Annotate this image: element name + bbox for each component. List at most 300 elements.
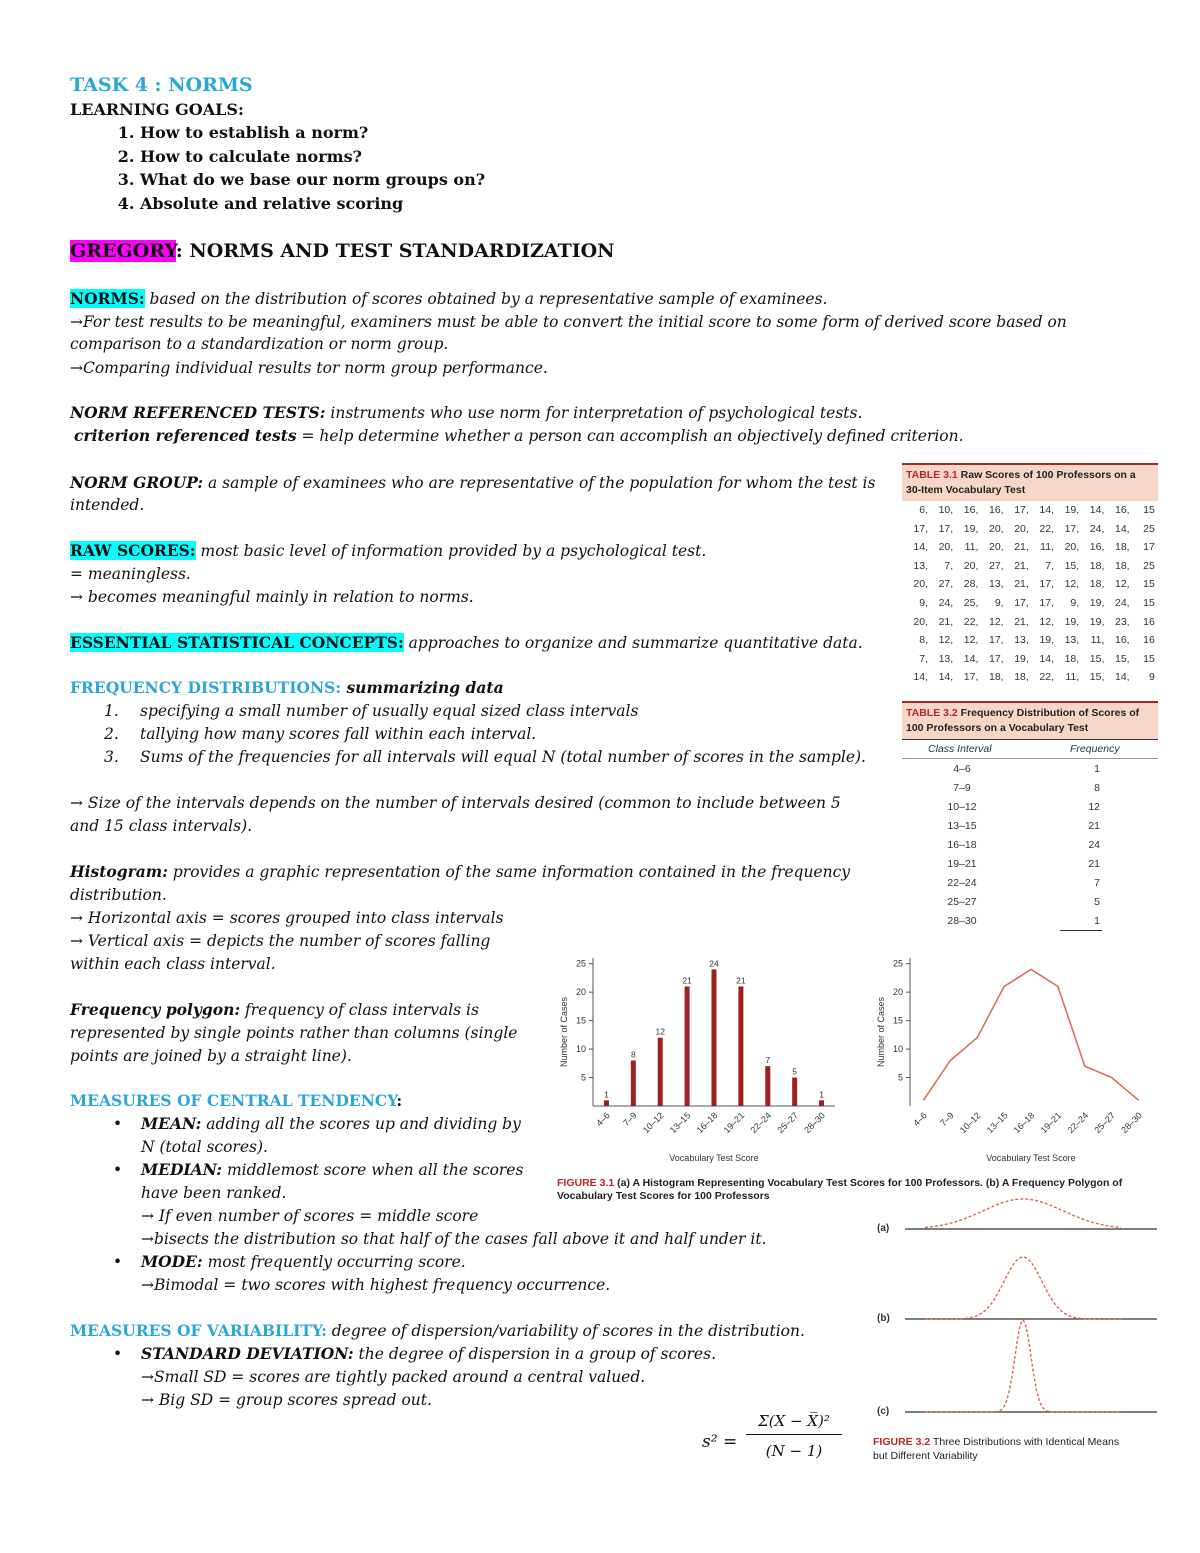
table31-cell: 24, [1114, 596, 1130, 609]
table31-row [902, 539, 1158, 558]
goal-item: 2. How to calculate norms? [140, 145, 485, 169]
table31-cell: 27, [988, 559, 1004, 572]
table31-caption-text2: 30-Item Vocabulary Test [906, 484, 1026, 496]
x-tick-label: 10–12 [640, 1110, 666, 1136]
y-tick-label: 5 [580, 1072, 586, 1083]
nrt-def-text: instruments who use norm for interpretation of psychological tests. [325, 404, 863, 422]
x-tick-label: 4–6 [594, 1110, 612, 1129]
polygon-series-line [923, 969, 1138, 1100]
table32-row [902, 856, 1158, 875]
table31-cell: 14, [1039, 652, 1054, 665]
table32-col-frequency: Frequency [1070, 743, 1120, 755]
y-axis-label: Number of Cases [559, 996, 569, 1068]
table31-cell: 16, [1114, 634, 1130, 647]
goal-item: 1. How to establish a norm? [140, 121, 485, 145]
table31-cell: 20, [988, 541, 1004, 554]
histogram-bar [604, 1100, 609, 1106]
table32-frequency-cell: 5 [1094, 896, 1100, 908]
table32-col-class: Class Interval [928, 743, 992, 755]
bar-value-label: 5 [792, 1066, 798, 1077]
polygon-l2: represented by single points rather than columns (single [70, 1024, 518, 1042]
figure31-caption [557, 1177, 1122, 1189]
freq-item-text: tallying how many scores fall within each interval. [140, 725, 537, 743]
x-tick-label: 13–15 [667, 1110, 693, 1136]
table32-header [902, 742, 1158, 759]
table31-cell: 12, [938, 634, 954, 647]
mean-def: adding all the scores up and dividing by [201, 1115, 521, 1133]
mode-def2: →Bimodal = two scores with highest frequency occurrence. [141, 1276, 611, 1294]
raw-l3: → becomes meaningful mainly in relation to norms. [70, 588, 474, 606]
table31-cell: 14, [1114, 522, 1130, 535]
table31-cell: 19, [1064, 504, 1080, 516]
table31-cell: 15, [1089, 652, 1105, 665]
curve-panel-label: (b) [877, 1313, 890, 1324]
norms-p1b: comparison to a standardization or norm group. [70, 335, 449, 353]
x-tick-label: 4–6 [911, 1110, 929, 1129]
table32-class-cell: 19–21 [947, 858, 977, 870]
norm-group-term: NORM GROUP: [70, 473, 204, 492]
table31-row [902, 521, 1158, 540]
curve-panel-label: (c) [877, 1406, 890, 1417]
distribution-curve [925, 1257, 1121, 1319]
table32-caption-label: TABLE 3.2 [906, 707, 958, 719]
table31-cell: 17, [913, 522, 928, 535]
table31-cell: 22, [963, 615, 979, 628]
table32-class-cell: 25–27 [947, 896, 977, 908]
table31-cell: 18, [1089, 559, 1105, 572]
esc-def-text: approaches to organize and summarize quantitative data. [403, 634, 863, 652]
table31-cell: 11, [964, 541, 979, 554]
x-tick-label: 7–9 [938, 1110, 956, 1129]
table31-cell: 8, [919, 634, 928, 647]
table31-cell: 19, [1089, 596, 1105, 609]
freq-note1: → Size of the intervals depends on the number of intervals desired (common to include between 5 [70, 794, 841, 812]
x-tick-label: 25–27 [775, 1110, 801, 1136]
freq-term: FREQUENCY DISTRIBUTIONS: [70, 678, 342, 697]
table31-cell: 27, [938, 578, 954, 591]
distribution-curve [925, 1320, 1121, 1412]
table31-cell: 21, [1014, 559, 1029, 572]
raw-l2: = meaningless. [70, 565, 191, 583]
table31-cell: 25 [1143, 559, 1155, 572]
raw-def [70, 540, 706, 562]
sd-def: the degree of dispersion in a group of scores. [353, 1345, 716, 1363]
y-tick-label: 20 [892, 987, 903, 998]
histogram-def2: distribution. [70, 886, 167, 904]
nrt-def [70, 402, 862, 424]
histogram-v2: within each class interval. [70, 955, 276, 973]
learning-goals-label: LEARNING GOALS: [70, 100, 244, 119]
table31-row [902, 669, 1158, 688]
table32-sum-rule [1060, 930, 1102, 931]
table31-cell: 18, [1114, 541, 1130, 554]
table31-cell: 18, [1064, 652, 1080, 665]
table32-frequency-cell: 1 [1094, 763, 1100, 775]
table31-cell: 21, [1014, 541, 1029, 554]
x-tick-label: 16–18 [1011, 1110, 1037, 1136]
table31-cell: 16 [1143, 615, 1155, 628]
table31-cell: 12, [988, 615, 1004, 628]
table31-cell: 17, [938, 522, 954, 535]
table32-class-cell: 16–18 [947, 839, 977, 851]
median-item: • MEDIAN: middlemost score when all the scores [113, 1160, 524, 1179]
table31-cell: 9, [1070, 596, 1080, 609]
table31-cell: 6, [919, 504, 928, 516]
table32-caption-text: Frequency Distribution of Scores of [957, 707, 1140, 719]
raw-def-text: most basic level of information provided by a psychological test. [195, 542, 707, 560]
x-tick-label: 22–24 [748, 1110, 774, 1136]
table31-cell: 11, [1090, 634, 1105, 647]
table31-cell: 18, [1014, 671, 1029, 684]
table32-row [902, 875, 1158, 894]
median-term: MEDIAN: [141, 1160, 223, 1179]
table31-cell: 24, [938, 596, 954, 609]
norm-group-def-text: a sample of examinees who are representative of the population for whom the test is [203, 474, 876, 492]
table31-cell: 14, [1114, 671, 1130, 684]
author-highlight: GREGORY [70, 240, 176, 262]
variability-def [70, 1320, 805, 1342]
table31-cell: 7, [1045, 559, 1054, 572]
esc-def [70, 632, 863, 654]
crt-def [74, 425, 964, 447]
table31-cell: 18, [1114, 559, 1130, 572]
table31-cell: 19, [1064, 615, 1080, 628]
norms-p2: →Comparing individual results tor norm group performance. [70, 359, 548, 377]
table31-cell: 12, [1039, 615, 1054, 628]
freq-item-text: specifying a small number of usually equal sized class intervals [140, 702, 639, 720]
y-tick-label: 20 [575, 987, 586, 998]
table32-frequency-cell: 21 [1088, 858, 1100, 870]
table31-cell: 20, [988, 522, 1004, 535]
norms-def-text: based on the distribution of scores obtained by a representative sample of examinees. [144, 290, 828, 308]
formula-denominator: (N − 1) [765, 1442, 823, 1460]
crt-term: criterion referenced tests [74, 426, 297, 445]
table31-cell: 19, [1014, 652, 1029, 665]
table31-cell: 20, [963, 559, 979, 572]
table31-cell: 16 [1143, 634, 1155, 647]
table31-cell: 22, [1039, 671, 1054, 684]
table31-row [902, 595, 1158, 614]
curve-panel-label: (a) [877, 1223, 890, 1234]
frequency-polygon-chart [870, 948, 1160, 1170]
table31-body [902, 502, 1158, 688]
table31-cell: 13, [913, 559, 928, 572]
histogram-bar [738, 986, 743, 1106]
table31-cell: 14, [913, 671, 928, 684]
table32-class-cell: 13–15 [947, 820, 977, 832]
central-heading-text: MEASURES OF CENTRAL TENDENCY [70, 1091, 397, 1110]
table31-caption [902, 463, 1158, 501]
table31-cell: 20, [1064, 541, 1080, 554]
table31-cell: 7, [919, 652, 928, 665]
y-axis-label: Number of Cases [876, 996, 886, 1068]
table31-cell: 11, [1065, 671, 1080, 684]
table31-cell: 12, [963, 634, 979, 647]
table31-cell: 20, [913, 615, 928, 628]
table31-cell: 15, [1089, 671, 1105, 684]
table31-row [902, 558, 1158, 577]
table31-cell: 15 [1143, 652, 1155, 665]
freq-heading [70, 677, 504, 699]
table31-cell: 22, [1039, 522, 1054, 535]
y-tick-label: 25 [575, 958, 586, 969]
table31-cell: 17, [1064, 522, 1080, 535]
table32-caption [902, 701, 1158, 740]
sd-term: STANDARD DEVIATION: [141, 1344, 354, 1363]
table31-cell: 15 [1143, 504, 1155, 516]
table31-cell: 25, [963, 596, 979, 609]
bar-value-label: 1 [819, 1089, 824, 1100]
figure32-text2: but Different Variability [873, 1450, 978, 1462]
table31-cell: 13, [1064, 634, 1080, 647]
y-tick-label: 15 [892, 1015, 903, 1026]
histogram-bar [765, 1066, 770, 1106]
formula-bar [746, 1434, 842, 1435]
table31-cell: 11, [1040, 541, 1054, 554]
table31-cell: 17, [988, 652, 1004, 665]
table31-cell: 14, [1089, 504, 1105, 516]
table31-cell: 16, [988, 504, 1004, 516]
sd-def3: → Big SD = group scores spread out. [141, 1391, 432, 1409]
histogram-h: → Horizontal axis = scores grouped into class intervals [70, 909, 504, 927]
table31-cell: 14, [938, 671, 954, 684]
norms-term: NORMS: [70, 289, 145, 308]
polygon-def [70, 999, 479, 1021]
table31-cell: 17, [1039, 596, 1054, 609]
table31-cell: 20, [913, 578, 928, 591]
table31-cell: 28, [963, 578, 979, 591]
table31-cell: 15, [1064, 559, 1080, 572]
three-distributions-figure [875, 1192, 1160, 1428]
histogram-bar [685, 986, 690, 1106]
section-heading [70, 239, 615, 263]
histogram-bar [792, 1078, 797, 1106]
x-tick-label: 25–27 [1092, 1110, 1118, 1136]
esc-term: ESSENTIAL STATISTICAL CONCEPTS: [70, 633, 404, 652]
mode-def: most frequently occurring score. [202, 1253, 466, 1271]
table32-frequency-cell: 24 [1088, 839, 1100, 851]
median-def4: →bisects the distribution so that half of the cases fall above it and half under it. [141, 1230, 767, 1248]
table31-cell: 13, [938, 652, 954, 665]
table32-class-cell: 28–30 [947, 915, 977, 927]
y-tick-label: 10 [892, 1044, 903, 1055]
polygon-def-text: frequency of class intervals is [240, 1001, 479, 1019]
median-def3: → If even number of scores = middle score [141, 1207, 479, 1225]
table32-class-cell: 22–24 [947, 877, 977, 889]
table31-row [902, 614, 1158, 633]
freq-item-1: 1. specifying a small number of usually equal sized class intervals [104, 702, 639, 720]
table32-frequency-cell: 8 [1094, 782, 1100, 794]
histogram-bar [819, 1100, 824, 1106]
table31-cell: 17, [963, 671, 979, 684]
x-tick-label: 10–12 [957, 1110, 983, 1136]
polygon-term: Frequency polygon: [70, 1000, 241, 1019]
figure32-caption [873, 1436, 1119, 1448]
goal-item: 4. Absolute and relative scoring [140, 192, 485, 216]
table31-cell: 9, [919, 596, 928, 609]
nrt-term: NORM REFERENCED TESTS: [70, 403, 326, 422]
table31-cell: 13, [1014, 634, 1029, 647]
bar-value-label: 21 [736, 975, 746, 986]
norms-p1a: →For test results to be meaningful, examiners must be able to convert the initial score to some form of derived score based on [70, 313, 1067, 331]
bar-value-label: 24 [709, 958, 719, 969]
table32-body [902, 761, 1158, 932]
table32-row [902, 761, 1158, 780]
freq-item-3: 3. Sums of the frequencies for all intervals will equal N (total number of scores in the sample). [104, 748, 866, 766]
raw-term: RAW SCORES: [70, 541, 196, 560]
table31-cell: 14, [963, 652, 979, 665]
x-tick-label: 28–30 [1119, 1110, 1144, 1136]
table32-class-cell: 4–6 [953, 763, 971, 775]
table31-cell: 20, [938, 541, 954, 554]
table31-cell: 13, [988, 578, 1004, 591]
table32-class-cell: 7–9 [953, 782, 971, 794]
table32-frequency-cell: 12 [1088, 801, 1100, 813]
table31-cell: 21, [1014, 578, 1029, 591]
histogram-v1: → Vertical axis = depicts the number of scores falling [70, 932, 491, 950]
figure31-text2: Vocabulary Test Scores for 100 Professors [557, 1190, 770, 1202]
x-tick-label: 7–9 [621, 1110, 639, 1129]
histogram-def-text: provides a graphic representation of the same information contained in the frequency [167, 863, 851, 881]
table31-cell: 25 [1143, 522, 1155, 535]
table32-row [902, 780, 1158, 799]
table31-cell: 17, [1039, 578, 1054, 591]
table31-row [902, 632, 1158, 651]
section-heading-text: : NORMS AND TEST STANDARDIZATION [175, 240, 615, 262]
table31-cell: 15 [1143, 578, 1155, 591]
crt-def-text: = help determine whether a person can accomplish an objectively defined criterion. [296, 427, 964, 445]
norms-def [70, 288, 828, 310]
freq-item-2: 2. tallying how many scores fall within each interval. [104, 725, 537, 743]
table31-cell: 19, [1039, 634, 1054, 647]
polygon-l3: points are joined by a straight line). [70, 1047, 352, 1065]
table31-cell: 16, [1089, 541, 1105, 554]
table31-cell: 14, [1039, 504, 1054, 516]
mean-item: • MEAN: adding all the scores up and dividing by [113, 1114, 521, 1133]
table31-cell: 20, [1014, 522, 1029, 535]
variability-heading: MEASURES OF VARIABILITY: [70, 1321, 327, 1340]
table31-cell: 9 [1148, 671, 1155, 684]
x-tick-label: 28–30 [802, 1110, 827, 1136]
table32-row [902, 894, 1158, 913]
freq-note2: and 15 class intervals). [70, 817, 253, 835]
table32-row [902, 818, 1158, 837]
table31-row [902, 502, 1158, 521]
figure31-text: (a) A Histogram Representing Vocabulary Test Scores for 100 Professors. (b) A Frequency Polygon of [614, 1177, 1123, 1189]
figure32-text: Three Distributions with Identical Means [930, 1436, 1120, 1448]
mean-term: MEAN: [141, 1114, 202, 1133]
sd-def2: →Small SD = scores are tightly packed around a central valued. [141, 1368, 646, 1386]
bar-value-label: 7 [765, 1055, 771, 1066]
y-tick-label: 10 [575, 1044, 586, 1055]
median-def2: have been ranked. [141, 1184, 287, 1202]
table31-cell: 12, [1114, 578, 1130, 591]
table31-row [902, 576, 1158, 595]
x-axis-label: Vocabulary Test Score [986, 1153, 1076, 1163]
page-title: TASK 4 : NORMS [70, 74, 253, 96]
goal-item: 3. What do we base our norm groups on? [140, 168, 485, 192]
table32-frequency-cell: 1 [1094, 915, 1100, 927]
mean-def2: N (total scores). [141, 1138, 268, 1156]
formula-numerator: Σ(X − X̅)² [758, 1412, 830, 1430]
central-colon: : [396, 1091, 403, 1110]
median-def: middlemost score when all the scores [222, 1161, 524, 1179]
table32-frequency-cell: 7 [1094, 877, 1100, 889]
freq-item-text: Sums of the frequencies for all intervals will equal N (total number of scores in the sample). [140, 748, 866, 766]
table32-row [902, 799, 1158, 818]
bar-value-label: 12 [655, 1026, 665, 1037]
table31-cell: 15, [1114, 652, 1130, 665]
figure32-label: FIGURE 3.2 [873, 1436, 931, 1448]
table31-cell: 14, [913, 541, 928, 554]
histogram-bar [658, 1038, 663, 1106]
figure31-label: FIGURE 3.1 [557, 1177, 615, 1189]
table32-row [902, 837, 1158, 856]
formula-lhs: s² = [702, 1432, 738, 1452]
table31-caption-label: TABLE 3.1 [906, 469, 958, 481]
histogram-term: Histogram: [70, 862, 168, 881]
table31-cell: 9, [994, 596, 1004, 609]
table31-cell: 21, [1014, 615, 1029, 628]
histogram-bar [631, 1060, 636, 1106]
table31-cell: 23, [1114, 615, 1130, 628]
y-tick-label: 25 [892, 958, 903, 969]
y-tick-label: 15 [575, 1015, 586, 1026]
table31-cell: 24, [1089, 522, 1105, 535]
distribution-curve [925, 1199, 1121, 1228]
table31-cell: 16, [1114, 504, 1130, 516]
x-tick-label: 19–21 [1038, 1110, 1064, 1136]
histogram-def [70, 861, 850, 883]
histogram-bar [712, 969, 717, 1106]
y-tick-label: 5 [897, 1072, 903, 1083]
table32-row [902, 913, 1158, 932]
mode-term: MODE: [141, 1252, 203, 1271]
table31-cell: 17, [988, 634, 1004, 647]
histogram-chart [545, 948, 845, 1170]
table31-cell: 17, [1014, 596, 1029, 609]
table31-cell: 18, [988, 671, 1004, 684]
variability-def-text: degree of dispersion/variability of scores in the distribution. [326, 1322, 805, 1340]
x-tick-label: 22–24 [1065, 1110, 1091, 1136]
norm-group-def [70, 472, 875, 494]
norm-group-def2: intended. [70, 496, 145, 514]
table31-cell: 21, [938, 615, 954, 628]
table31-cell: 10, [938, 504, 954, 516]
freq-sub: summarizing data [341, 678, 504, 697]
table31-cell: 16, [963, 504, 979, 516]
table31-cell: 7, [944, 559, 954, 572]
sd-item: • STANDARD DEVIATION: the degree of dispersion in a group of scores. [113, 1344, 716, 1363]
table31-cell: 17, [1014, 504, 1029, 516]
x-tick-label: 13–15 [984, 1110, 1010, 1136]
mode-item: • MODE: most frequently occurring score. [113, 1252, 466, 1271]
bar-value-label: 8 [630, 1049, 636, 1060]
table31-caption-text: Raw Scores of 100 Professors on a [957, 469, 1136, 481]
table31-row [902, 651, 1158, 670]
bar-value-label: 1 [604, 1089, 609, 1100]
table31-cell: 17 [1143, 541, 1155, 554]
table31-cell: 19, [963, 522, 979, 535]
bar-value-label: 21 [682, 975, 692, 986]
table31-cell: 18, [1089, 578, 1105, 591]
learning-goals-list [70, 121, 485, 215]
table32-frequency-cell: 21 [1088, 820, 1100, 832]
table31-cell: 15 [1143, 596, 1155, 609]
table32-caption-text2: 100 Professors on a Vocabulary Test [906, 722, 1089, 734]
x-tick-label: 19–21 [721, 1110, 747, 1136]
x-tick-label: 16–18 [694, 1110, 720, 1136]
